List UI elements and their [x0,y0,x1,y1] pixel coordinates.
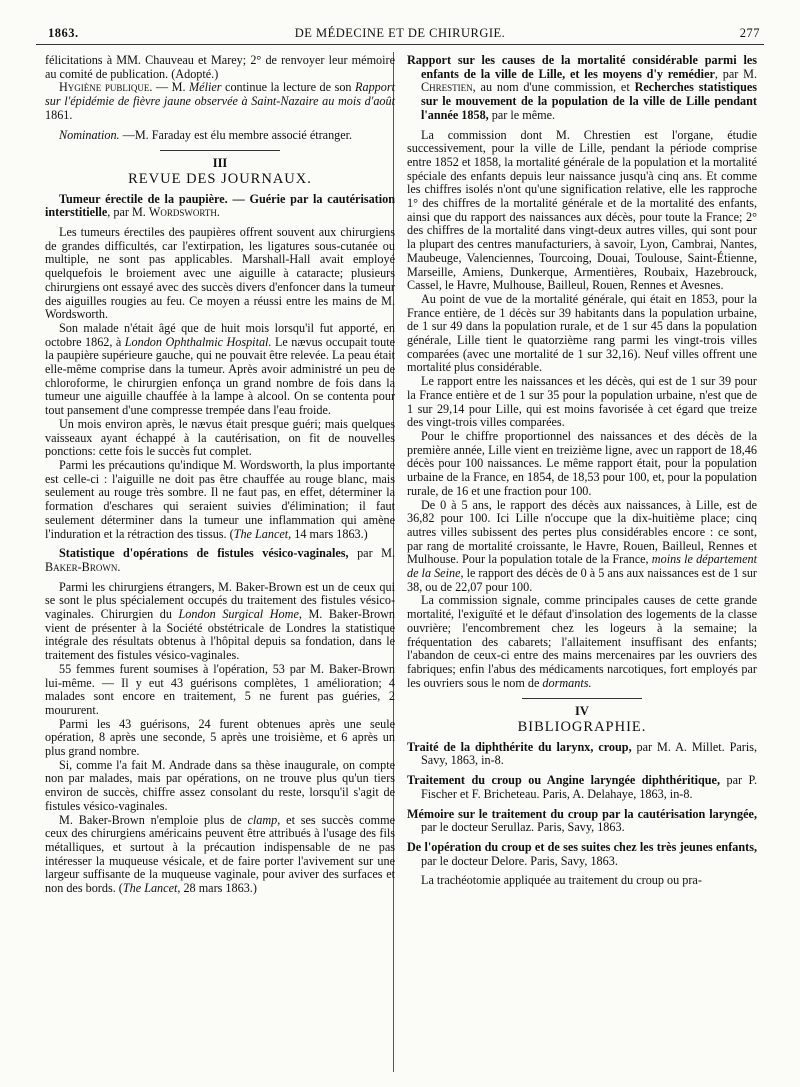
article-title [45,193,395,220]
paragraph: Pour le chiffre proportionnel des naissances et des décès de la première année, Lille vient en treizième ligne, avec un rapport de 18,46 décès pour 100 naissances. Le même rapport était, pour la population urbaine de la France, en 1854, de 18,53 pour 100, et, pour la population rurale, de 16 et une fraction pour 100. [407,428,757,498]
label-nomination: Nomination. [59,127,120,142]
paragraph [45,814,395,896]
article-author: Wordsworth. [148,205,220,220]
bibliography-entry [407,841,757,868]
bibliography-entry [407,808,757,835]
bibliography-entry [407,774,757,801]
article-title-text: Rapport sur les causes de la mortalité considérable parmi les enfants de la ville de Lille, et les moyens d'y remédier [407,53,757,81]
article-title-text: Recherches statistiques sur le mouvement de la population de la ville de Lille pendant l'année 1858, [421,80,757,122]
header-rule [36,44,764,45]
article-title-text: Tumeur érectile de la paupière. — Guérie par la cautérisation interstitielle [45,191,395,220]
book-title: Traité de la diphthérite du larynx, croup, [407,739,632,754]
paragraph: Si, comme l'a fait M. Andrade dans sa thèse inaugurale, on compte non par malades, mais par opérations, on ne trouve plus qu'un tiers environ de succès, chiffre assez consolant du reste, lorsqu'il s'agit de fistules vésico-vaginales. [45,757,395,813]
text: — M. [152,80,190,95]
section-title: REVUE DES JOURNAUX. [128,170,312,187]
book-title: De l'opération du croup et de ses suites chez les très jeunes enfants, [407,839,757,854]
paragraph: 55 femmes furent soumises à l'opération, 53 par M. Baker-Brown lui-même. — Il y eut 43 guérisons complètes, 1 amélioration; 4 malades sont encore en traitement, 5 ne furent pas guéries, 2 moururent. [45,661,395,717]
text: —M. Faraday est élu membre associé étranger. [119,127,353,142]
section-number: IV [575,704,589,719]
text: Son malade n'était âgé que de huit mois lorsqu'il fut apporté, en octobre 1862, à [45,320,395,349]
right-column [407,54,757,888]
paragraph [407,594,757,690]
text: La commission signale, comme principales causes de cette grande mortalité, l'exiguïté et le défaut d'insolation des logements de la classe ouvrière; l'encombrement chez les logeurs à la semaine; la fréquentation des cabarets; l'allaitement insuffisant des enfants; l'abandon de ceux-ci entre des mains mercenaires par les ouvriers des fabriques; enfin l'abus des médicaments narcotiques, fort employés par les ouvriers sous le nom de [407,593,757,690]
text: Le nævus occupait toute la paupière supérieure gauche, qui ne pouvait être relevée. La peau était elle-même comprise dans la tumeur. Après avoir administré un peu de chloroforme, le chirurgien enfonça un grand nombre de fois dans la tumeur une aiguille chauffée à la lampe à alcool. On se contenta pour tout pansement d'une compresse trempée dans l'eau froide. [45,334,395,418]
paragraph: Au point de vue de la mortalité générale, qui était en 1853, pour la France entière, de 1 décès sur 39 habitants dans la population urbaine, de 1 sur 49 dans la population rurale, et de 1 sur 45 dans la population générale, Lille tient le quatorzième rang parmi les vingt-trois villes comparées (avec une mortalité de 1 sur 32,16). Neuf villes offrent une mortalité plus considérable. [407,291,757,375]
paragraph [45,581,395,663]
paragraph: La commission dont M. Chrestien est l'organe, étudie successivement, pour la ville de Lille, pendant la période comprise entre 1852 et 1858, la mortalité générale de la population et la mortalité spéciale des enfants depuis leur naissance jusqu'à cinq ans. Et comme les chiffres isolés n'ont qu'une signification relative, elle les rapproche 1° des chiffres de la mortalité générale et de la mortalité des enfants, ainsi que du rapport des naissances aux décès, pour toute la France; 2° des chiffres de la mortalité dans vingt-deux autres villes, qui sont pour la plupart des centres manufacturiers, à savoir, Lyon, Cambrai, Nantes, Maubeuge, Valenciennes, Tourcoing, Douai, Toulouse, Saint-Étienne, Marseille, Amiens, Dunkerque, Armentières, Roubaix, Hazebrouck, Cassel, le Havre, Mulhouse, Bailleul, Rouen, Rennes et Avesnes. [407,127,757,293]
text: 28 mars 1863.) [180,881,257,896]
text: Parmi les chirurgiens étrangers, M. Baker-Brown est un de ceux qui se sont le plus spécialement occupés du traitement des fistules vésico-vaginales. Chirurgien du [45,579,395,622]
paragraph: Les tumeurs érectiles des paupières offrent souvent aux chirurgiens de grandes difficultés, car l'extirpation, les ligatures sous-cutanée ou multiple, ne sont pas applicables. Marshall-Hall avait employé quelquefois le broiement avec une aiguille à cataracte; plusieurs chirurgiens ont essayé avec des succès divers d'enfoncer dans la tumeur des aiguilles rougies au feu. Ce moyen a réussi entre les mains de M. Wordsworth. [45,225,395,322]
citation: The Lancet, [122,881,181,896]
text: , par M. [107,205,149,220]
paragraph [45,459,395,541]
text: , par M. [714,66,757,81]
paragraph: Le rapport entre les naissances et les décès, qui est de 1 sur 39 pour la France entière et de 1 sur 35 pour la population urbaine, n'est que de 1 sur 29,14 pour Lille, qui est moins favorisée à cet égard que treize des vingt-trois villes comparées. [407,374,757,430]
header-page-number: 277 [739,26,760,40]
book-details: par le docteur Serullaz. Paris, Savy, 1863. [421,820,625,835]
article-title [407,54,757,123]
text: 14 mars 1863.) [291,526,368,541]
paragraph [407,499,757,595]
article-author: Chrestien [421,80,473,95]
emphasis: moins le département de la Seine, [407,552,757,581]
name: Mélier [189,80,222,95]
header-journal-title: DE MÉDECINE ET DE CHIRURGIE. [294,26,506,40]
text: De 0 à 5 ans, le rapport des décès aux naissances, à Lille, est de 36,82 pour 100. Ici Lille n'occupe que la dix-huitième place; cinq autres villes subissent des pertes plus considérables encore : ce sont, par rang de mortalité croissante, le Havre, Rouen, Bailleul, Rennes et Mulhouse. Pour la population totale de la France, [407,497,757,567]
book-details: par M. A. Millet. Paris, Savy, 1863, in-8. [421,739,757,768]
text: M. Baker-Brown n'emploie plus de [59,812,248,827]
paragraph: félicitations à MM. Chauveau et Marey; 2° de renvoyer leur mémoire au comité de publication. (Adopté.) [45,53,395,81]
paragraph-nomination [45,129,395,143]
book-title: Traitement du croup ou Angine laryngée diphthéritique, [407,773,720,788]
book-details: par le docteur Delore. Paris, Savy, 1863. [421,853,618,868]
paragraph: La trachéotomie appliquée au traitement du croup ou pra- [421,873,702,888]
paragraph [45,322,395,418]
paragraph: Parmi les 43 guérisons, 24 furent obtenues après une seule opération, 8 après une seconde, 5 après une troisième, et 6 après un plus grand nombre. [45,716,395,759]
citation: The Lancet, [233,526,292,541]
article-author: Baker-Brown. [45,559,121,574]
text: M. Baker-Brown vient de présenter à la Société obstétricale de Londres la statistique intégrale des résultats obtenus à l'hôpital depuis sa fondation, dans le traitement des fistules vésico-vaginales. [45,607,396,663]
section-rule [522,698,642,699]
hospital-name: London Ophthalmic Hospital. [124,334,272,349]
section-number: III [212,156,228,171]
term: dormants. [542,675,592,690]
paragraph: Un mois environ après, le nævus était presque guéri; mais quelques vaisseaux ayant échappé à la cautérisation, on fit de nouvelles ponctions: cette fois le succès fut complet. [45,416,395,459]
header-year: 1863. [48,26,79,40]
section-rule [160,150,280,151]
article-title [45,547,395,574]
text: et ses succès comme ceux des chirurgiens américains peuvent être attribués à l'usage des fils métalliques, et surtout à la précaution indispensable de ne pas intéresser la muqueuse vésicale, et de faire porter l'avivement sur une largeur suffisante de la muqueuse vaginale, pour aviver des surfaces et non des bords. ( [45,812,396,896]
bibliography-entry [407,741,757,768]
report-title: Rapport sur l'épidémie de fièvre jaune observée à Saint-Nazaire au mois d'août [45,80,395,109]
text: , au nom d'une commission, et [472,80,635,95]
text: par le même. [488,107,556,122]
book-details: par P. Fischer et F. Bricheteau. Paris, A. Delahaye, 1863, in-8. [421,773,757,801]
label-hygiene: Hygiène publique. [59,80,153,95]
left-column [45,54,395,896]
term: clamp, [247,812,281,827]
article-title-text: Statistique d'opérations de fistules vésico-vaginales, [59,546,349,561]
paragraph-hygiene [45,81,395,122]
hospital-name: London Surgical Home, [178,607,302,622]
book-title: Mémoire sur le traitement du croup par la cautérisation laryngée, [407,806,757,821]
section-title: BIBLIOGRAPHIE. [517,719,647,736]
text: Parmi les précautions qu'indique M. Wordsworth, la plus importante est celle-ci : l'aiguille ne doit pas être chauffée au rouge blanc, mais seulement au rouge très sombre. Il ne faut pas, en effet, déterminer la formation d'eschares qui seraient suivies d'élimination; il faut seulement déterminer dans la tumeur une inflammation qui amène l'induration et la rétraction des tissus. ( [45,457,395,541]
text: le rapport des décès de 0 à 5 ans aux naissances est de 1 sur 38, ou de 22,07 pour 100. [407,566,757,594]
running-head [30,26,770,46]
text: continue la lecture de son [221,80,356,95]
text: par M. [348,546,396,561]
text: 1861. [45,107,73,122]
